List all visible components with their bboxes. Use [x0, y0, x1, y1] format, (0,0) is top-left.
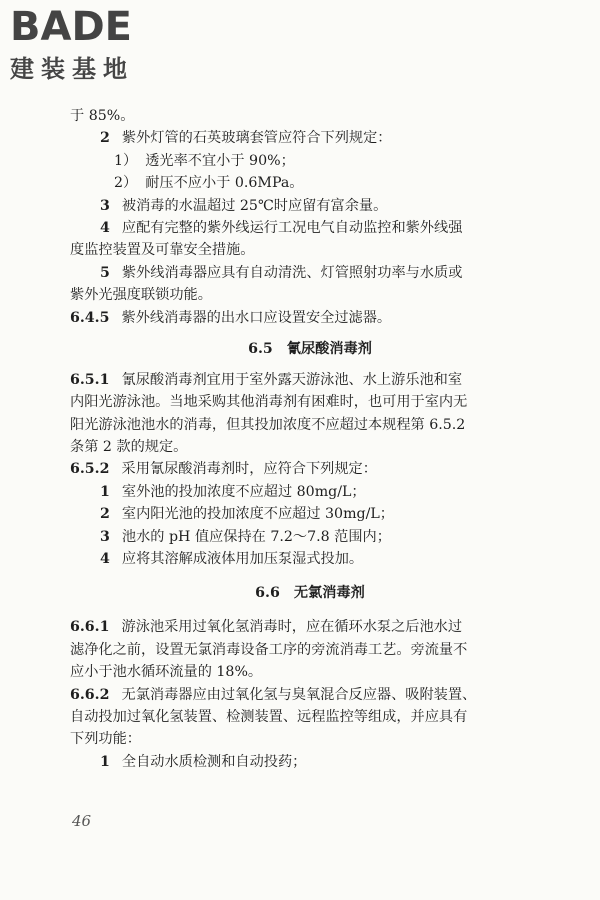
clause-item: 1 室外池的投加浓度不应超过 80mg/L；: [100, 483, 366, 500]
text-line: 紫外光强度联锁功能。: [70, 287, 212, 304]
section-heading-6-6: 6.6 无氯消毒剂: [255, 585, 365, 602]
section-heading-6-5: 6.5 氰尿酸消毒剂: [248, 340, 372, 357]
sub-item: 2） 耐压不应小于 0.6MPa。: [114, 175, 304, 192]
clause-item: 3 池水的 pH 值应保持在 7.2～7.8 范围内；: [100, 528, 391, 545]
clause-item: 2 紫外灯管的石英玻璃套管应符合下列规定：: [100, 130, 392, 147]
text-line: 阳光游泳池池水的消毒，但其投加浓度不应超过本规程第 6.5.2: [70, 416, 466, 433]
text-line: 度监控装置及可靠安全措施。: [70, 242, 255, 259]
clause-item: 4 应配有完整的紫外线运行工况电气自动监控和紫外线强: [100, 219, 463, 236]
text-line: 内阳光游泳池。当地采购其他消毒剂有困难时，也可用于室内无: [70, 394, 468, 411]
page-number: 46: [72, 812, 92, 830]
clause: 6.4.5 紫外线消毒器的出水口应设置安全过滤器。: [70, 309, 392, 326]
text-line: 于 85%。: [70, 108, 135, 124]
text-line: 条第 2 款的规定。: [70, 439, 188, 456]
text-line: 滤净化之前，设置无氯消毒设备工序的旁流消毒工艺。旁流量不: [70, 641, 468, 658]
sub-item: 1） 透光率不宜小于 90%；: [114, 152, 295, 169]
clause: 6.6.1 游泳池采用过氧化氢消毒时，应在循环水泵之后池水过: [70, 619, 463, 636]
clause: 6.5.1 氰尿酸消毒剂宜用于室外露天游泳池、水上游乐池和室: [70, 371, 463, 388]
text-line: 下列功能：: [70, 731, 141, 748]
clause-item: 5 紫外线消毒器应具有自动清洗、灯管照射功率与水质或: [100, 264, 463, 281]
bade-logo: [10, 4, 180, 84]
logo-brand: [10, 4, 180, 50]
clause-item: 3 被消毒的水温超过 25℃时应留有富余量。: [100, 197, 388, 214]
clause-item: 4 应将其溶解成液体用加压泵湿式投加。: [100, 551, 364, 568]
logo-brand-cn: 建装基地: [10, 55, 134, 83]
clause-item: 2 室内阳光池的投加浓度不应超过 30mg/L；: [100, 506, 394, 523]
clause-item: 1 全自动水质检测和自动投药；: [100, 753, 307, 770]
clause: 6.5.2 采用氰尿酸消毒剂时，应符合下列规定：: [70, 461, 377, 478]
logo-brand-text: BADE: [10, 4, 132, 50]
text-line: 自动投加过氧化氢装置、检测装置、远程监控等组成，并应具有: [70, 708, 468, 725]
clause: 6.6.2 无氯消毒器应由过氧化氢与臭氧混合反应器、吸附装置、: [70, 686, 477, 703]
text-line: 应小于池水循环流量的 18%。: [70, 664, 263, 681]
document-body: [70, 105, 550, 773]
